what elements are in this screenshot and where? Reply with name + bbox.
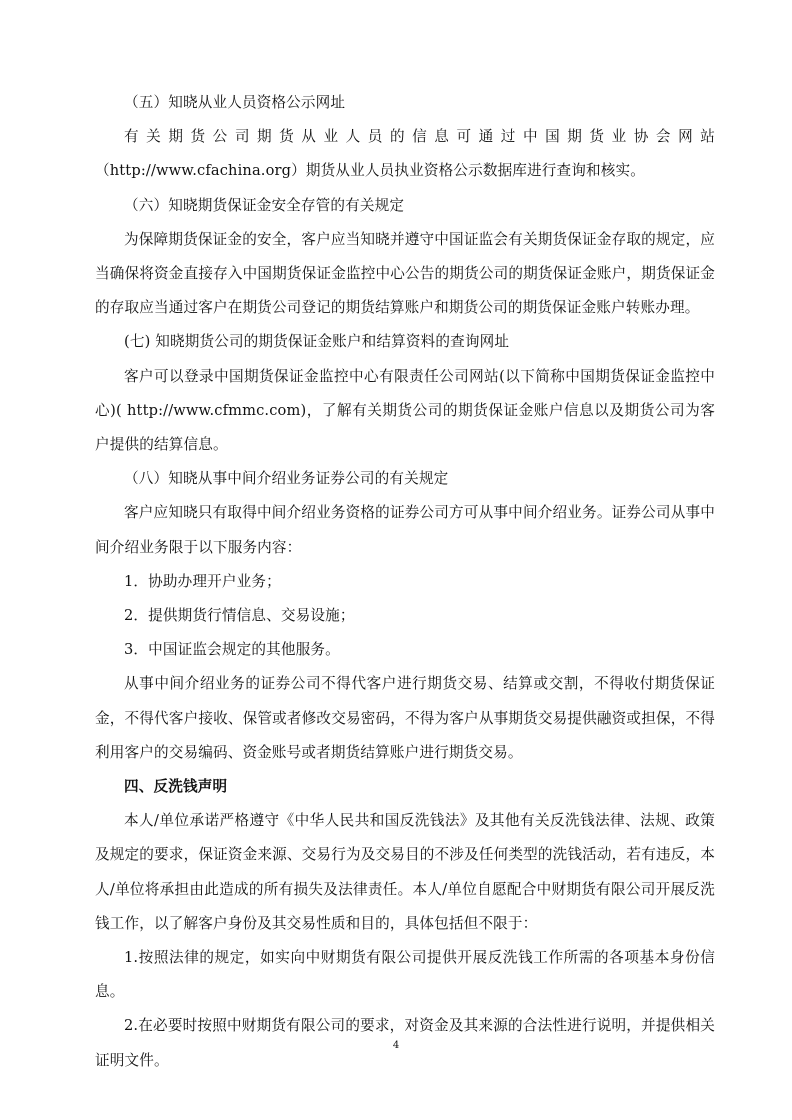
section-heading-7: (七) 知晓期货公司的期货保证金账户和结算资料的查询网址	[124, 333, 510, 351]
paragraph-ib-qualification: 客户应知晓只有取得中间介绍业务资格的证券公司方可从事中间介绍业务。证券公司从事中间介绍业务限于以下服务内容：	[95, 504, 715, 556]
paragraph-monitoring-center: 客户可以登录中国期货保证金监控中心有限责任公司网站(以下简称中国期货保证金监控中心)( http://www.cfmmc.com)，了解有关期货公司的期货保证金账户信息以及期货公司为客户提供的结算信息。	[95, 367, 715, 454]
document-body	[95, 86, 715, 1078]
list-item: 2.在必要时按照中财期货有限公司的要求，对资金及其来源的合法性进行说明，并提供相关证明文件。	[95, 1017, 715, 1069]
list-item: 1．协助办理开户业务；	[124, 572, 281, 590]
section-heading-6: （六）知晓期货保证金安全存管的有关规定	[124, 196, 405, 214]
section-heading-aml: 四、反洗钱声明	[124, 778, 228, 796]
list-item: 3．中国证监会规定的其他服务。	[124, 641, 340, 659]
paragraph-margin-safety: 为保障期货保证金的安全，客户应当知晓并遵守中国证监会有关期货保证金存取的规定，应当确保将资金直接存入中国期货保证金监控中心公告的期货公司的期货保证金账户，期货保证金的存取应当通过客户在期货公司登记的期货结算账户和期货公司的期货保证金账户转账办理。	[95, 230, 715, 317]
paragraph-practitioner-info: 有关期货公司期货从业人员的信息可通过中国期货业协会网站（http://www.cfachina.org）期货从业人员执业资格公示数据库进行查询和核实。	[95, 128, 715, 180]
section-heading-5: （五）知晓从业人员资格公示网址	[124, 94, 346, 111]
paragraph-ib-restrictions: 从事中间介绍业务的证券公司不得代客户进行期货交易、结算或交割，不得收付期货保证金，不得代客户接收、保管或者修改交易密码，不得为客户从事期货交易提供融资或担保，不得利用客户的交易编码、资金账号或者期货结算账户进行期货交易。	[95, 675, 715, 761]
section-heading-8: （八）知晓从事中间介绍业务证券公司的有关规定	[124, 470, 449, 488]
list-item: 2．提供期货行情信息、交易设施；	[124, 607, 355, 625]
page-number: 4	[392, 1040, 400, 1051]
list-item: 1.按照法律的规定，如实向中财期货有限公司提供开展反洗钱工作所需的各项基本身份信息。	[95, 949, 715, 1001]
paragraph-aml-commitment: 本人/单位承诺严格遵守《中华人民共和国反洗钱法》及其他有关反洗钱法律、法规、政策及规定的要求，保证资金来源、交易行为及交易目的不涉及任何类型的洗钱活动，若有违反，本人/单位将承担由此造成的所有损失及法律责任。本人/单位自愿配合中财期货有限公司开展反洗钱工作，以了解客户身份及其交易性质和目的，具体包括但不限于：	[95, 812, 715, 932]
